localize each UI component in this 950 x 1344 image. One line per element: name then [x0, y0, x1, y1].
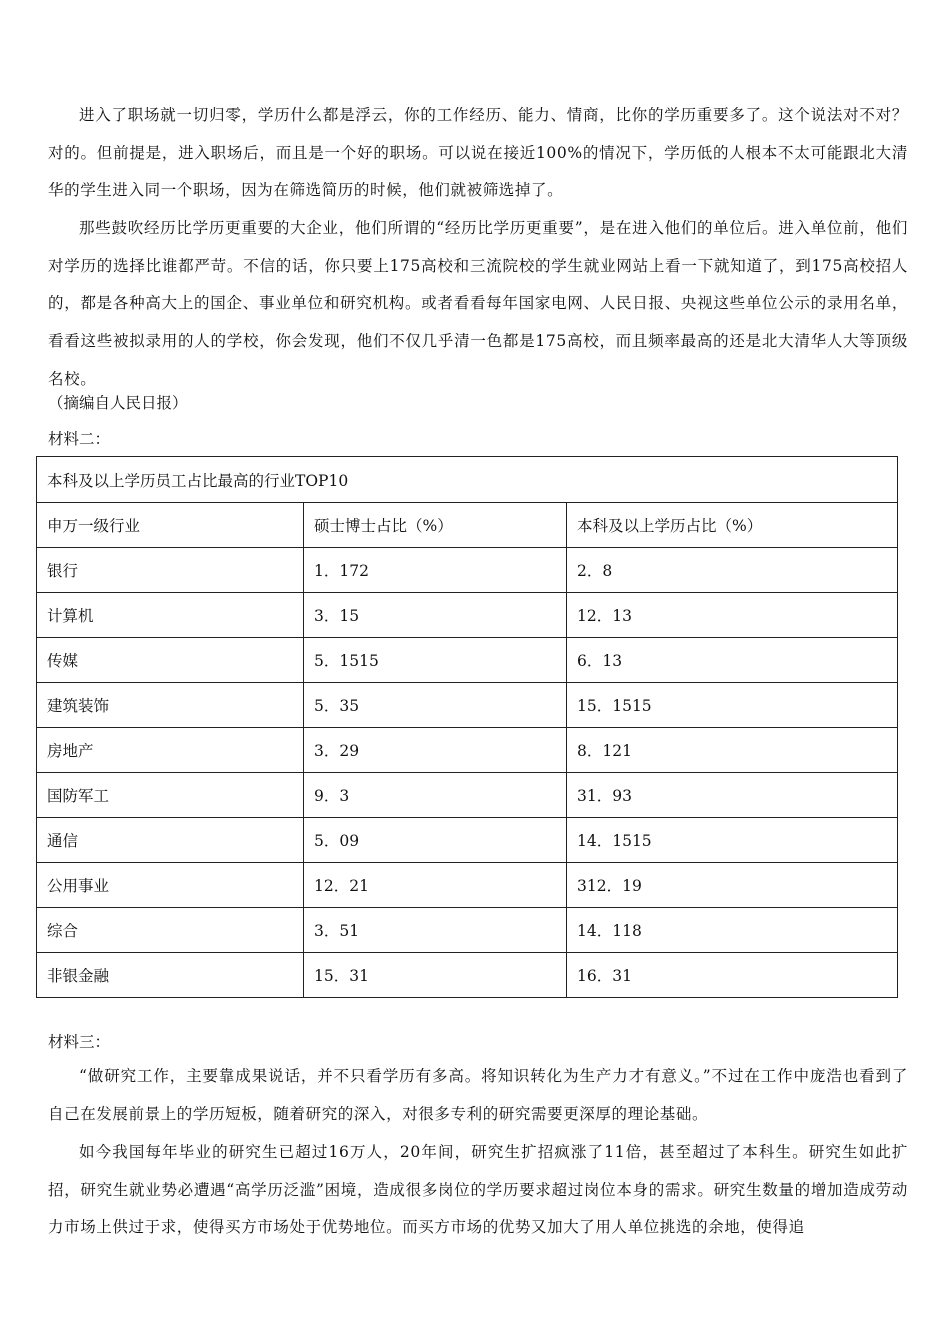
master-phd-cell: 15．31	[304, 953, 567, 998]
table-title: 本科及以上学历员工占比最高的行业TOP10	[37, 457, 898, 503]
material-three-heading: 材料三：	[48, 1033, 111, 1051]
master-phd-cell: 3．51	[304, 908, 567, 953]
material-two-heading: 材料二：	[48, 430, 111, 448]
table-row	[37, 683, 898, 728]
table-title-row	[37, 457, 898, 503]
bachelor-plus-cell: 14．1515	[567, 818, 898, 863]
master-phd-cell: 9．3	[304, 773, 567, 818]
bachelor-plus-cell: 6．13	[567, 638, 898, 683]
industry-cell: 房地产	[37, 728, 304, 773]
master-phd-cell: 5．35	[304, 683, 567, 728]
industry-education-table	[36, 456, 898, 998]
industry-cell: 传媒	[37, 638, 304, 683]
bachelor-plus-cell: 14．118	[567, 908, 898, 953]
paragraph-graduates: 如今我国每年毕业的研究生已超过16万人，20年间，研究生扩招疯涨了11倍，甚至超过了本科生。研究生如此扩招，研究生就业势必遭遇“高学历泛滥”困境，造成很多岗位的学历要求超过岗位本身的需求。研究生数量的增加造成劳动力市场上供过于求，使得买方市场处于优势地位。而买方市场的优势又加大了用人单位挑选的余地，使得追	[48, 1143, 908, 1237]
bachelor-plus-cell: 8．121	[567, 728, 898, 773]
table-row	[37, 548, 898, 593]
bachelor-plus-cell: 31．93	[567, 773, 898, 818]
industry-cell: 非银金融	[37, 953, 304, 998]
column-header: 硕士博士占比（%）	[304, 503, 567, 548]
master-phd-cell: 5．09	[304, 818, 567, 863]
master-phd-cell: 3．15	[304, 593, 567, 638]
industry-cell: 综合	[37, 908, 304, 953]
table-row	[37, 638, 898, 683]
source-note: （摘编自人民日报）	[48, 394, 188, 412]
table-row	[37, 728, 898, 773]
bachelor-plus-cell: 312．19	[567, 863, 898, 908]
column-header: 申万一级行业	[37, 503, 304, 548]
industry-cell: 计算机	[37, 593, 304, 638]
master-phd-cell: 3．29	[304, 728, 567, 773]
industry-cell: 银行	[37, 548, 304, 593]
table-row	[37, 953, 898, 998]
table-row	[37, 908, 898, 953]
master-phd-cell: 5．1515	[304, 638, 567, 683]
table-row	[37, 593, 898, 638]
table-row	[37, 773, 898, 818]
industry-cell: 通信	[37, 818, 304, 863]
bachelor-plus-cell: 15．1515	[567, 683, 898, 728]
table-row	[37, 818, 898, 863]
column-header: 本科及以上学历占比（%）	[567, 503, 898, 548]
industry-cell: 建筑装饰	[37, 683, 304, 728]
bachelor-plus-cell: 16．31	[567, 953, 898, 998]
paragraph-enterprises: 那些鼓吹经历比学历更重要的大企业，他们所谓的“经历比学历更重要”，是在进入他们的单位后。进入单位前，他们对学历的选择比谁都严苛。不信的话，你只要上175高校和三流院校的学生就业网站上看一下就知道了，到175高校招人的，都是各种高大上的国企、事业单位和研究机构。或者看看每年国家电网、人民日报、央视这些单位公示的录用名单，看看这些被拟录用的人的学校，你会发现，他们不仅几乎清一色都是175高校，而且频率最高的还是北大清华人大等顶级名校。	[48, 219, 908, 388]
table-header-row	[37, 503, 898, 548]
table-row	[37, 863, 898, 908]
industry-cell: 国防军工	[37, 773, 304, 818]
industry-cell: 公用事业	[37, 863, 304, 908]
bachelor-plus-cell: 12．13	[567, 593, 898, 638]
bachelor-plus-cell: 2．8	[567, 548, 898, 593]
master-phd-cell: 1．172	[304, 548, 567, 593]
master-phd-cell: 12．21	[304, 863, 567, 908]
paragraph-workplace: 进入了职场就一切归零，学历什么都是浮云，你的工作经历、能力、情商，比你的学历重要多了。这个说法对不对？对的。但前提是，进入职场后，而且是一个好的职场。可以说在接近100%的情况下，学历低的人根本不太可能跟北大清华的学生进入同一个职场，因为在筛选简历的时候，他们就被筛选掉了。	[48, 106, 908, 200]
paragraph-research: “做研究工作，主要靠成果说话，并不只看学历有多高。将知识转化为生产力才有意义。”不过在工作中庞浩也看到了自己在发展前景上的学历短板，随着研究的深入，对很多专利的研究需要更深厚的理论基础。	[48, 1067, 908, 1123]
